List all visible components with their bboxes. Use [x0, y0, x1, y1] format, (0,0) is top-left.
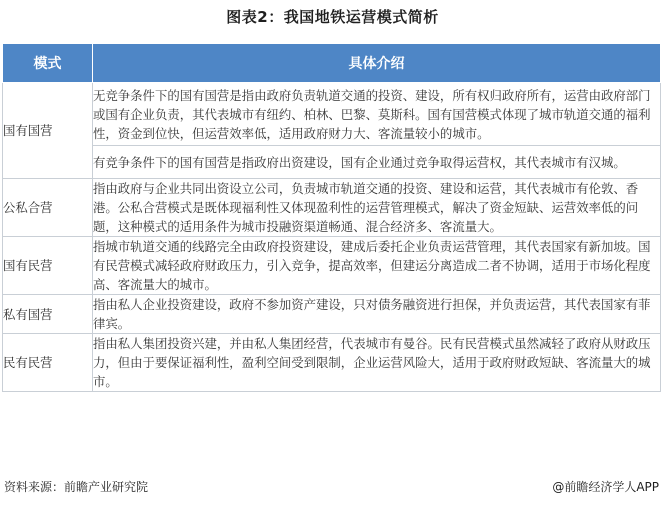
- operation-mode-table: [2, 43, 661, 392]
- description-cell: 指由政府与企业共同出资设立公司，负责城市轨道交通的投资、建设和运营，其代表城市有伦敦、香港。公私合营模式是既体现福利性又体现盈利性的运营管理模式，解决了资金短缺、运营效率低的问题，这种模式的适用条件为城市投融资渠道畅通、混合经济多、客流量大。: [93, 179, 661, 237]
- description-cell: 指由私人企业投资建设，政府不参加资产建设，只对债务融资进行担保，并负责运营，其代表国家有菲律宾。: [93, 295, 661, 334]
- table-row: [3, 334, 661, 392]
- mode-cell: 国有民营: [3, 237, 93, 295]
- description-cell: 指由私人集团投资兴建，并由私人集团经营，代表城市有曼谷。民有民营模式虽然减轻了政府从财政压力，但由于要保证福利性，盈利空间受到限制，企业运营风险大，适用于政府财政短缺、客流量大的城市。: [93, 334, 661, 392]
- source-note: 资料来源：前瞻产业研究院: [4, 480, 149, 494]
- mode-cell: 私有国营: [3, 295, 93, 334]
- table-row: [3, 83, 661, 146]
- brand-credit: @前瞻经济学人APP: [552, 480, 659, 494]
- table-row: [3, 179, 661, 237]
- mode-cell: 民有民营: [3, 334, 93, 392]
- header-description: 具体介绍: [93, 44, 661, 83]
- table-header-row: [3, 44, 661, 83]
- table-row: [3, 146, 661, 179]
- mode-cell: 国有国营: [3, 83, 93, 179]
- table-row: [3, 295, 661, 334]
- description-cell: 无竞争条件下的国有国营是指由政府负责轨道交通的投资、建设，所有权归政府所有，运营由政府部门或国有企业负责，其代表城市有纽约、柏林、巴黎、莫斯科。国有国营模式体现了城市轨道交通的福利性，资金到位快，但运营效率低，适用政府财力大、客流量较小的城市。: [93, 83, 661, 146]
- description-cell: 指城市轨道交通的线路完全由政府投资建设，建成后委托企业负责运营管理，其代表国家有新加坡。国有民营模式减轻政府财政压力，引入竞争，提高效率，但建运分离造成二者不协调，适用于市场化程度高、客流量大的城市。: [93, 237, 661, 295]
- table-row: [3, 237, 661, 295]
- mode-cell: 公私合营: [3, 179, 93, 237]
- description-cell: 有竞争条件下的国有国营是指政府出资建设，国有企业通过竞争取得运营权，其代表城市有汉城。: [93, 146, 661, 179]
- chart-title: 图表2：我国地铁运营模式简析: [226, 8, 439, 26]
- header-mode: 模式: [3, 44, 93, 83]
